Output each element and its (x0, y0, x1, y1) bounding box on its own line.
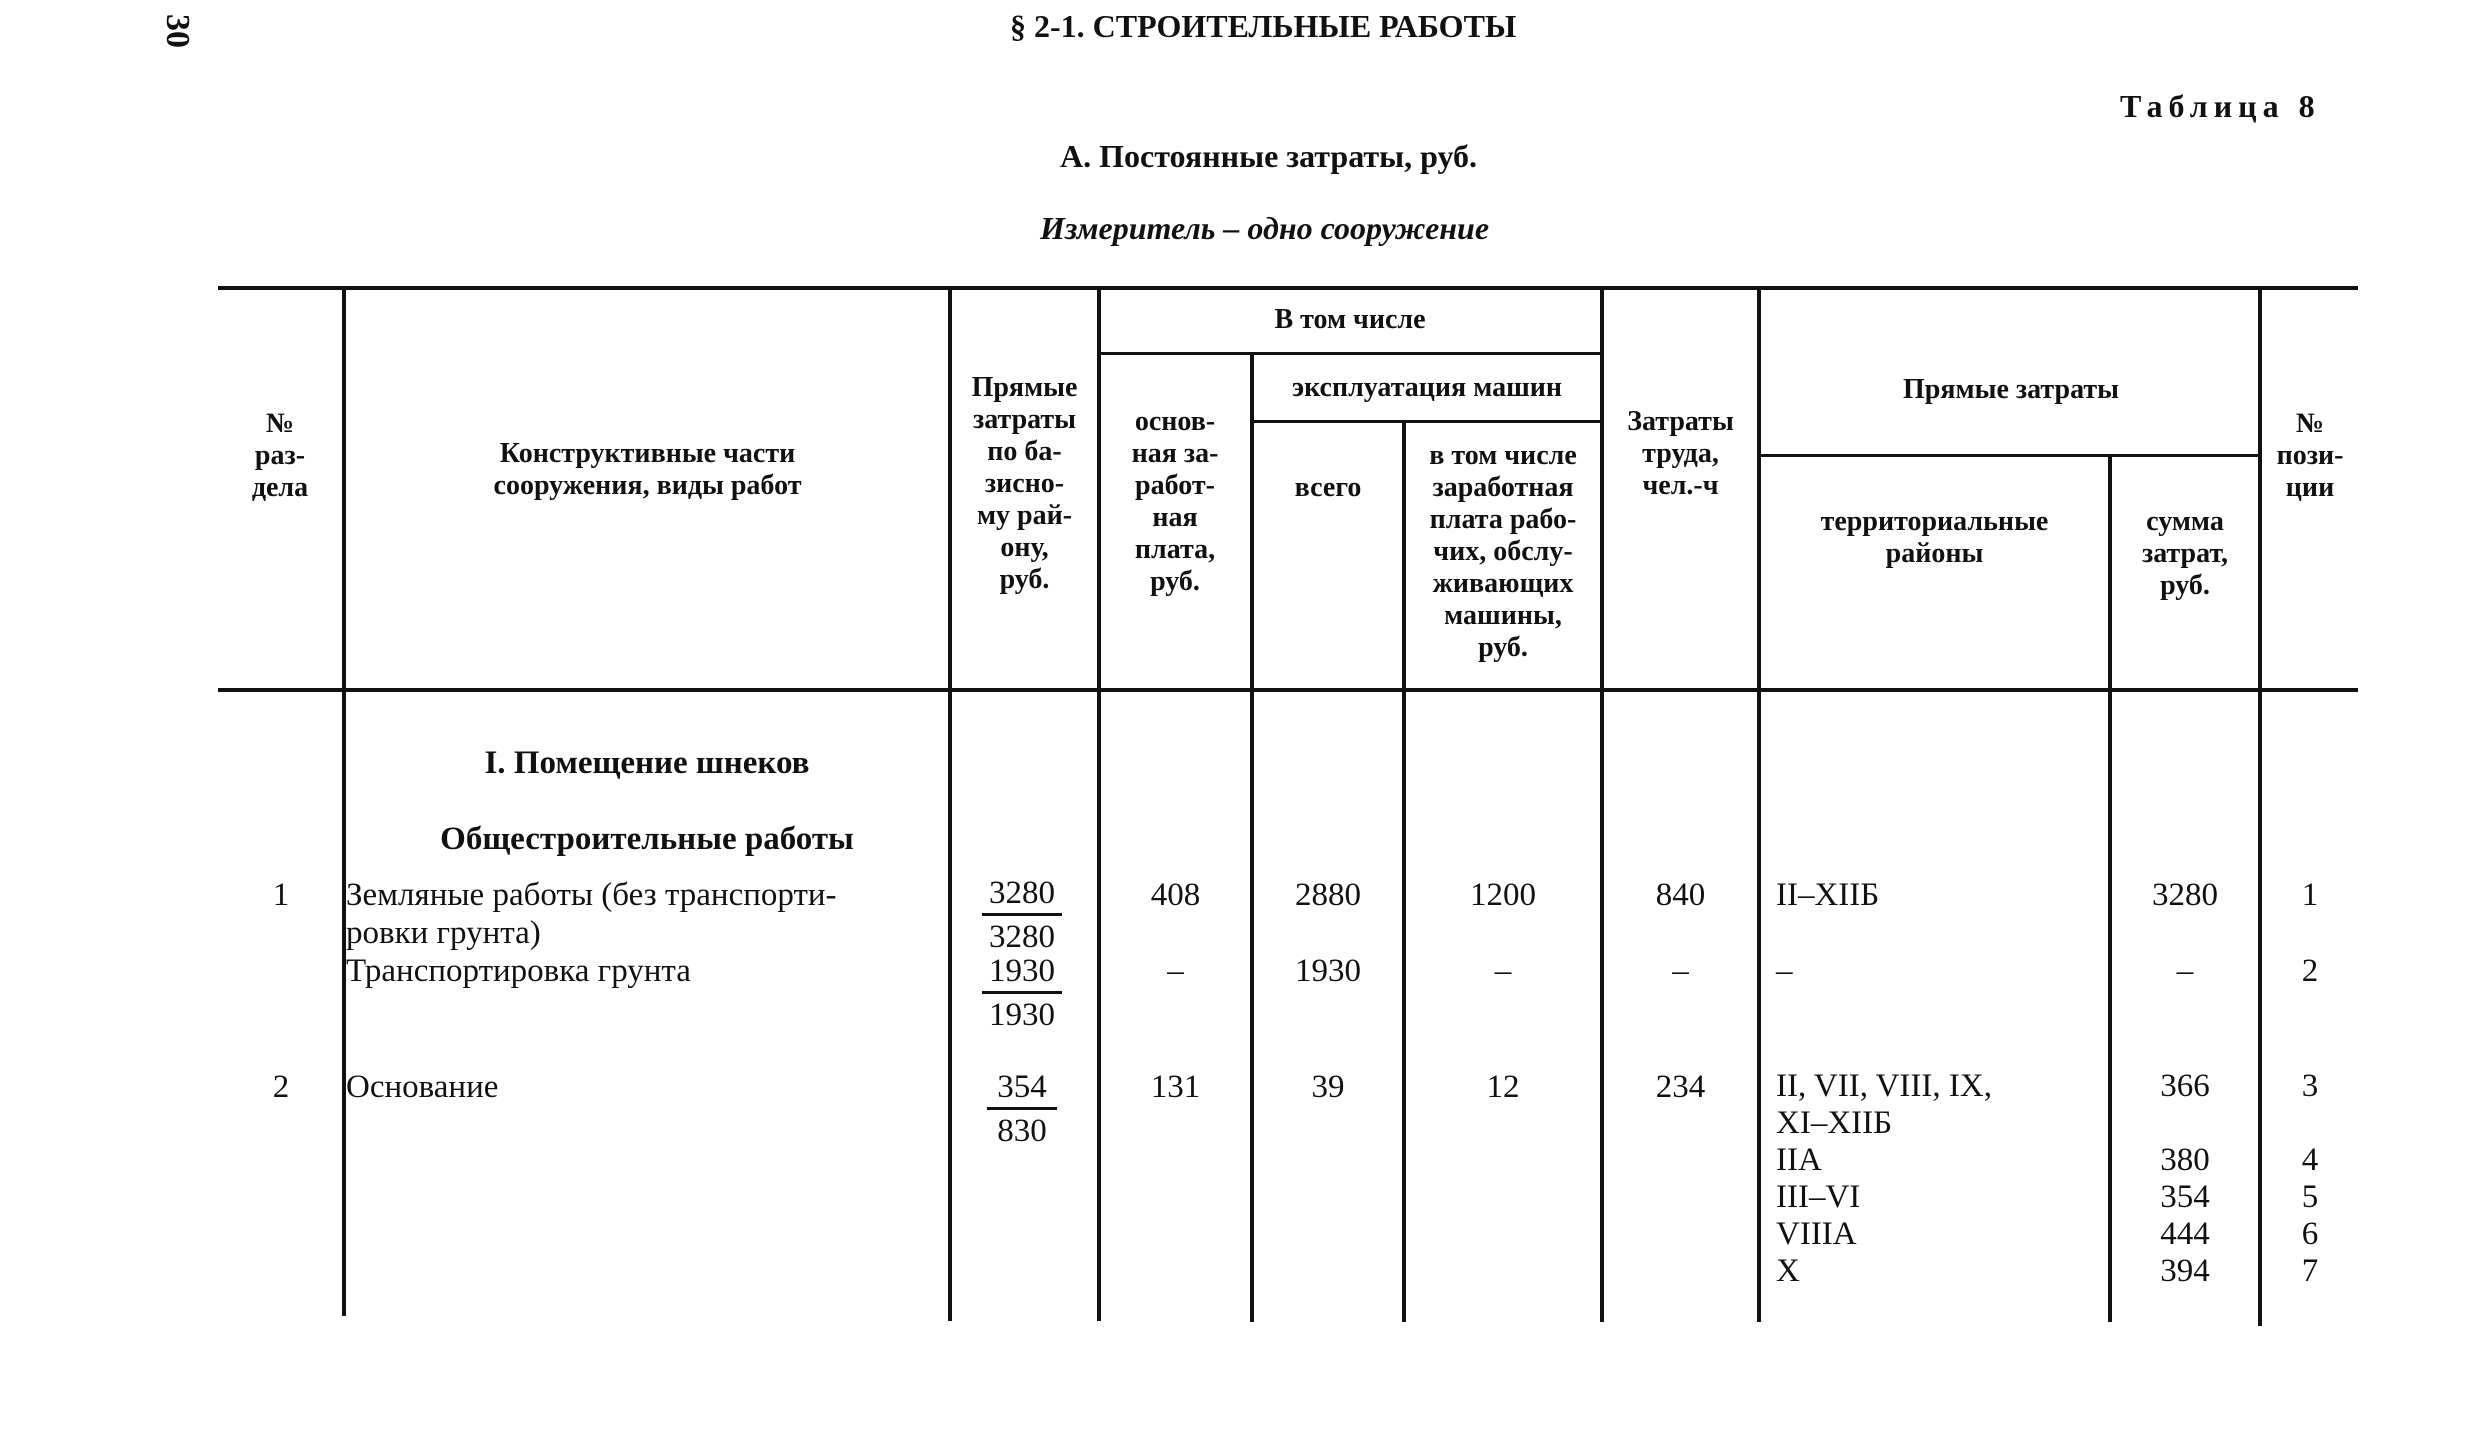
region-list: II, VII, VIII, IX, XI–XIIБ IIA III–VI VIIIA X (1776, 1068, 1992, 1289)
machine-wage-value: – (1494, 953, 1512, 989)
position-number: 1 (2301, 877, 2319, 913)
direct-cost-fraction: $\frac{1930}{1930}$ (982, 952, 1062, 1034)
work-name: Транспортировка грунта (346, 953, 691, 989)
group-title: Общестроительные работы (440, 821, 854, 857)
measure-unit: Измеритель – одно сооружение (1040, 210, 1490, 246)
col-direct-costs: Прямые затраты по ба- зисно- му рай- ону, руб. (971, 372, 1078, 595)
col-labor: Затраты труда, чел.-ч (1627, 406, 1734, 501)
table-label: Таблица 8 (2120, 88, 2321, 124)
section-number: 2 (272, 1069, 290, 1105)
labor-value: – (1672, 953, 1689, 989)
sum-value: – (2176, 953, 2194, 989)
direct-cost-fraction: $\frac{3280}{3280}$ (982, 874, 1062, 956)
col-machine-wage: в том числе заработная плата рабо- чих, обслу- живающих машины, руб. (1429, 440, 1577, 663)
region-value: II–XIIБ (1776, 877, 1880, 913)
section-header: § 2-1. СТРОИТЕЛЬНЫЕ РАБОТЫ (1010, 8, 1517, 44)
col-machine-op: эксплуатация машин (1291, 372, 1562, 403)
section-title: I. Помещение шнеков (484, 745, 810, 781)
col-machine-total: всего (1294, 472, 1362, 503)
machine-total-value: 1930 (1295, 953, 1361, 989)
table-subtitle: А. Постоянные затраты, руб. (1060, 138, 1478, 174)
machine-wage-value: 1200 (1470, 877, 1536, 913)
basic-wage-value: 408 (1150, 877, 1201, 913)
col-sum: сумма затрат, руб. (2141, 506, 2229, 601)
col-including: В том числе (1274, 304, 1426, 335)
section-number: 1 (272, 877, 290, 913)
col-regions: территориальные районы (1820, 506, 2049, 569)
position-list: 3 4 5 6 7 (2301, 1068, 2319, 1289)
page-number: 30 (159, 14, 196, 48)
work-name: Земляные работы (без транспорти- ровки грунта) (346, 877, 837, 951)
region-value: – (1776, 953, 1793, 989)
col-direct-costs-2: Прямые затраты (1903, 374, 2119, 405)
direct-cost-fraction: $\frac{354}{830}$ (987, 1068, 1057, 1150)
labor-value: 234 (1655, 1069, 1706, 1105)
position-number: 2 (2301, 953, 2319, 989)
labor-value: 840 (1655, 877, 1706, 913)
basic-wage-value: – (1167, 953, 1184, 989)
col-basic-wage: основ- ная за- работ- ная плата, руб. (1131, 406, 1219, 597)
basic-wage-value: 131 (1150, 1069, 1201, 1105)
work-name: Основание (346, 1069, 499, 1105)
machine-total-value: 2880 (1295, 877, 1361, 913)
machine-wage-value: 12 (1486, 1069, 1520, 1105)
col-section-no: № раз- дела (251, 408, 309, 503)
col-parts: Конструктивные части сооружения, виды работ (493, 438, 802, 501)
col-position-no: № пози- ции (2276, 408, 2344, 503)
machine-total-value: 39 (1311, 1069, 1345, 1105)
sum-list: 366 380 354 444 394 (2160, 1068, 2210, 1289)
sum-value: 3280 (2152, 877, 2218, 913)
